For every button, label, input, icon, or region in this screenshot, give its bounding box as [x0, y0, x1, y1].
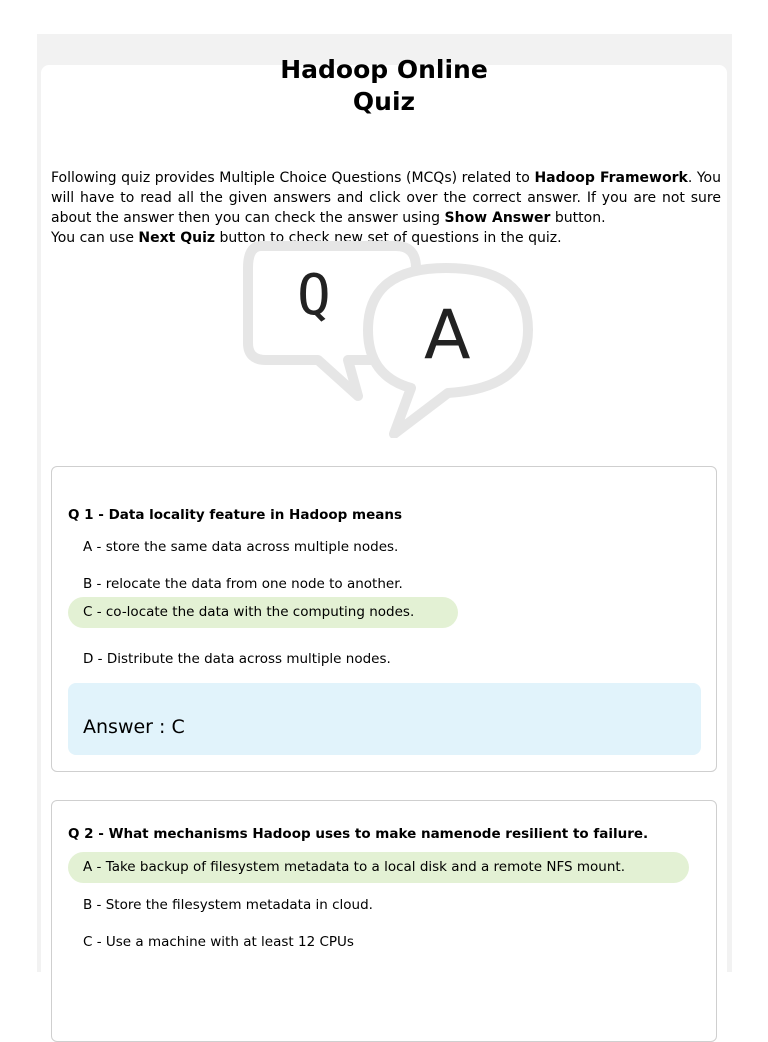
- intro-text: . You will have to read all the given answers and click over the correct answer. If you are not sure about the answer then you can check the answer using: [51, 170, 721, 226]
- page-title-line1: Hadoop Online: [280, 55, 488, 84]
- option-b[interactable]: B - Store the filesystem metadata in cloud.: [83, 897, 373, 913]
- page-title-line2: Quiz: [352, 87, 416, 116]
- answer-text: Answer : C: [83, 716, 185, 738]
- intro-text: button.: [550, 210, 606, 226]
- intro-bold-topic: Hadoop Framework: [534, 170, 688, 186]
- intro-bold-next-quiz: Next Quiz: [138, 230, 216, 246]
- q-letter: Q: [297, 263, 331, 328]
- intro-bold-show-answer: Show Answer: [444, 210, 551, 226]
- option-label: C - co-locate the data with the computing nodes.: [83, 604, 415, 620]
- answer-box: [68, 683, 701, 755]
- intro-text: You can use: [51, 230, 139, 246]
- option-a[interactable]: A - store the same data across multiple nodes.: [83, 539, 399, 555]
- question-card-1: [51, 466, 717, 772]
- intro-text: Following quiz provides Multiple Choice Questions (MCQs) related to: [51, 170, 535, 186]
- question-text: Q 1 - Data locality feature in Hadoop means: [68, 507, 402, 523]
- quiz-intro: [51, 168, 721, 248]
- intro-paragraph-1: [51, 168, 721, 228]
- page-title: [0, 54, 768, 118]
- qa-speech-bubbles-icon: [236, 238, 536, 438]
- option-c-correct[interactable]: [68, 597, 458, 628]
- a-letter: A: [424, 296, 471, 375]
- option-b[interactable]: B - relocate the data from one node to another.: [83, 576, 403, 592]
- question-card-2: [51, 800, 717, 1042]
- option-c[interactable]: C - Use a machine with at least 12 CPUs: [83, 934, 354, 950]
- option-a-correct[interactable]: A - Take backup of filesystem metadata to a local disk and a remote NFS mount.: [68, 852, 689, 883]
- intro-text: button to check new set of questions in the quiz.: [215, 230, 562, 246]
- option-d[interactable]: D - Distribute the data across multiple nodes.: [83, 651, 391, 667]
- question-text: Q 2 - What mechanisms Hadoop uses to make namenode resilient to failure.: [68, 826, 649, 842]
